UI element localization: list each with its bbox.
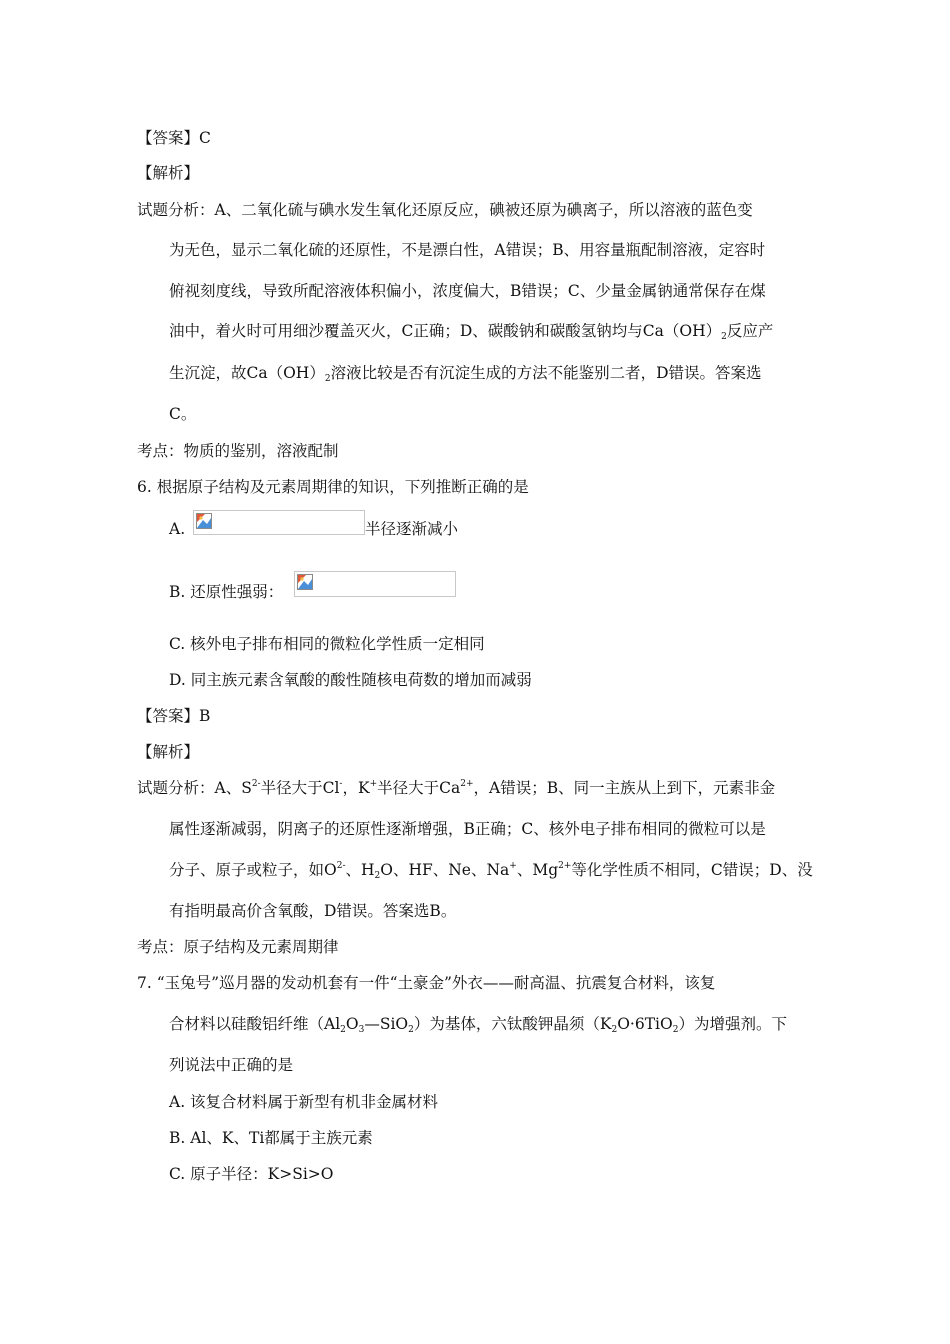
q7-option-a: A. 该复合材料属于新型有机非金属材料	[169, 1093, 439, 1111]
formula-image-b	[294, 571, 456, 597]
text-span: 分子、原子或粒子，如O	[169, 861, 337, 879]
subscript: 2	[611, 1025, 618, 1035]
q6-option-a-suffix: 半径逐渐减小	[365, 520, 459, 538]
text-span: 、Mg	[516, 861, 559, 879]
subscript: 2	[721, 332, 727, 342]
subscript: 2	[374, 871, 381, 881]
q6-option-d: D. 同主族元素含氧酸的酸性随核电荷数的增加而减弱	[169, 671, 532, 689]
superscript: +	[369, 779, 378, 789]
q7-stem-line-1: 7. “玉兔号”巡月器的发动机套有一件“土豪金”外衣——耐高温、抗震复合材料，该复	[137, 974, 716, 992]
q5-analysis-line-4	[169, 321, 773, 341]
q6-analysis-label: 【解析】	[137, 743, 200, 761]
text-span: 半径大于Ca	[377, 779, 461, 797]
q5-point: 考点：物质的鉴别，溶液配制	[137, 442, 339, 460]
q5-analysis-line-2: 为无色，显示二氧化硫的还原性，不是漂白性，A错误；B、用容量瓶配制溶液，定容时	[169, 241, 766, 259]
text-span: ）为基体，六钛酸钾晶须（K	[413, 1015, 612, 1033]
q6-stem: 6. 根据原子结构及元素周期律的知识，下列推断正确的是	[137, 478, 529, 496]
text-span: 生沉淀，故Ca（OH）	[169, 364, 325, 382]
broken-image-icon	[297, 574, 313, 590]
text-span: 试题分析：A、S	[137, 779, 252, 797]
formula-image-a	[193, 510, 365, 535]
text-span: 溶液比较是否有沉淀生成的方法不能鉴别二者，D错误。答案选	[330, 364, 762, 382]
text-span: 等化学性质不相同，C错误；D、没	[571, 861, 813, 879]
text-span: —SiO	[364, 1015, 409, 1033]
q5-analysis-line-1: 试题分析：A、二氧化硫与碘水发生氧化还原反应，碘被还原为碘离子，所以溶液的蓝色变	[137, 201, 753, 219]
text-span: 反应产	[726, 322, 774, 340]
text-span: 油中，着火时可用细沙覆盖灭火，C正确；D、碳酸钠和碳酸氢钠均与Ca（OH）	[169, 322, 722, 340]
q6-option-b-prefix: B. 还原性强弱：	[169, 583, 284, 601]
q5-analysis-line-3: 俯视刻度线，导致所配溶液体积偏小，浓度偏大，B错误；C、少量金属钠通常保存在煤	[169, 282, 766, 300]
superscript: 2+	[460, 779, 474, 789]
text-span: O·6TiO	[617, 1015, 673, 1033]
broken-image-icon	[196, 513, 212, 529]
text-span: O	[345, 1015, 359, 1033]
text-span: 、H	[345, 861, 375, 879]
q6-point: 考点：原子结构及元素周期律	[137, 938, 339, 956]
q7-stem-line-2	[169, 1014, 787, 1034]
text-span: O、HF、Ne、Na	[380, 861, 510, 879]
q6-analysis-line-3	[169, 860, 813, 880]
q6-option-c: C. 核外电子排布相同的微粒化学性质一定相同	[169, 635, 485, 653]
subscript: 3	[358, 1025, 365, 1035]
text-span: ，K	[342, 779, 370, 797]
subscript: 2	[408, 1025, 414, 1035]
q6-analysis-line-2: 属性逐渐减弱，阴离子的还原性逐渐增强，B正确；C、核外电子排布相同的微粒可以是	[169, 820, 766, 838]
q6-answer: 【答案】B	[137, 707, 211, 725]
q6-analysis-line-4: 有指明最高价含氧酸，D错误。答案选B。	[169, 902, 457, 920]
text-span: ）为增强剂。下	[678, 1015, 787, 1033]
q5-answer: 【答案】C	[137, 129, 211, 147]
superscript: -	[339, 779, 343, 789]
superscript: 2-	[336, 861, 346, 871]
superscript: 2-	[251, 779, 261, 789]
text-span: 合材料以硅酸铝纤维（Al	[169, 1015, 341, 1033]
q7-option-b: B. Al、K、Ti都属于主族元素	[169, 1129, 373, 1147]
q7-option-c: C. 原子半径：K>Si>O	[169, 1165, 334, 1183]
subscript: 2	[340, 1025, 346, 1035]
q7-stem-line-3: 列说法中正确的是	[169, 1056, 294, 1074]
q5-analysis-line-6: C。	[169, 405, 197, 423]
q6-option-a-prefix: A.	[169, 520, 186, 538]
text-span: ，A错误；B、同一主族从上到下，元素非金	[473, 779, 776, 797]
q5-analysis-label: 【解析】	[137, 164, 200, 182]
superscript: +	[509, 861, 517, 871]
q6-analysis-line-1	[137, 778, 775, 798]
superscript: 2+	[558, 861, 572, 871]
q5-analysis-line-5	[169, 363, 762, 383]
subscript: 2	[324, 374, 331, 384]
text-span: 半径大于Cl	[260, 779, 340, 797]
subscript: 2	[672, 1025, 679, 1035]
